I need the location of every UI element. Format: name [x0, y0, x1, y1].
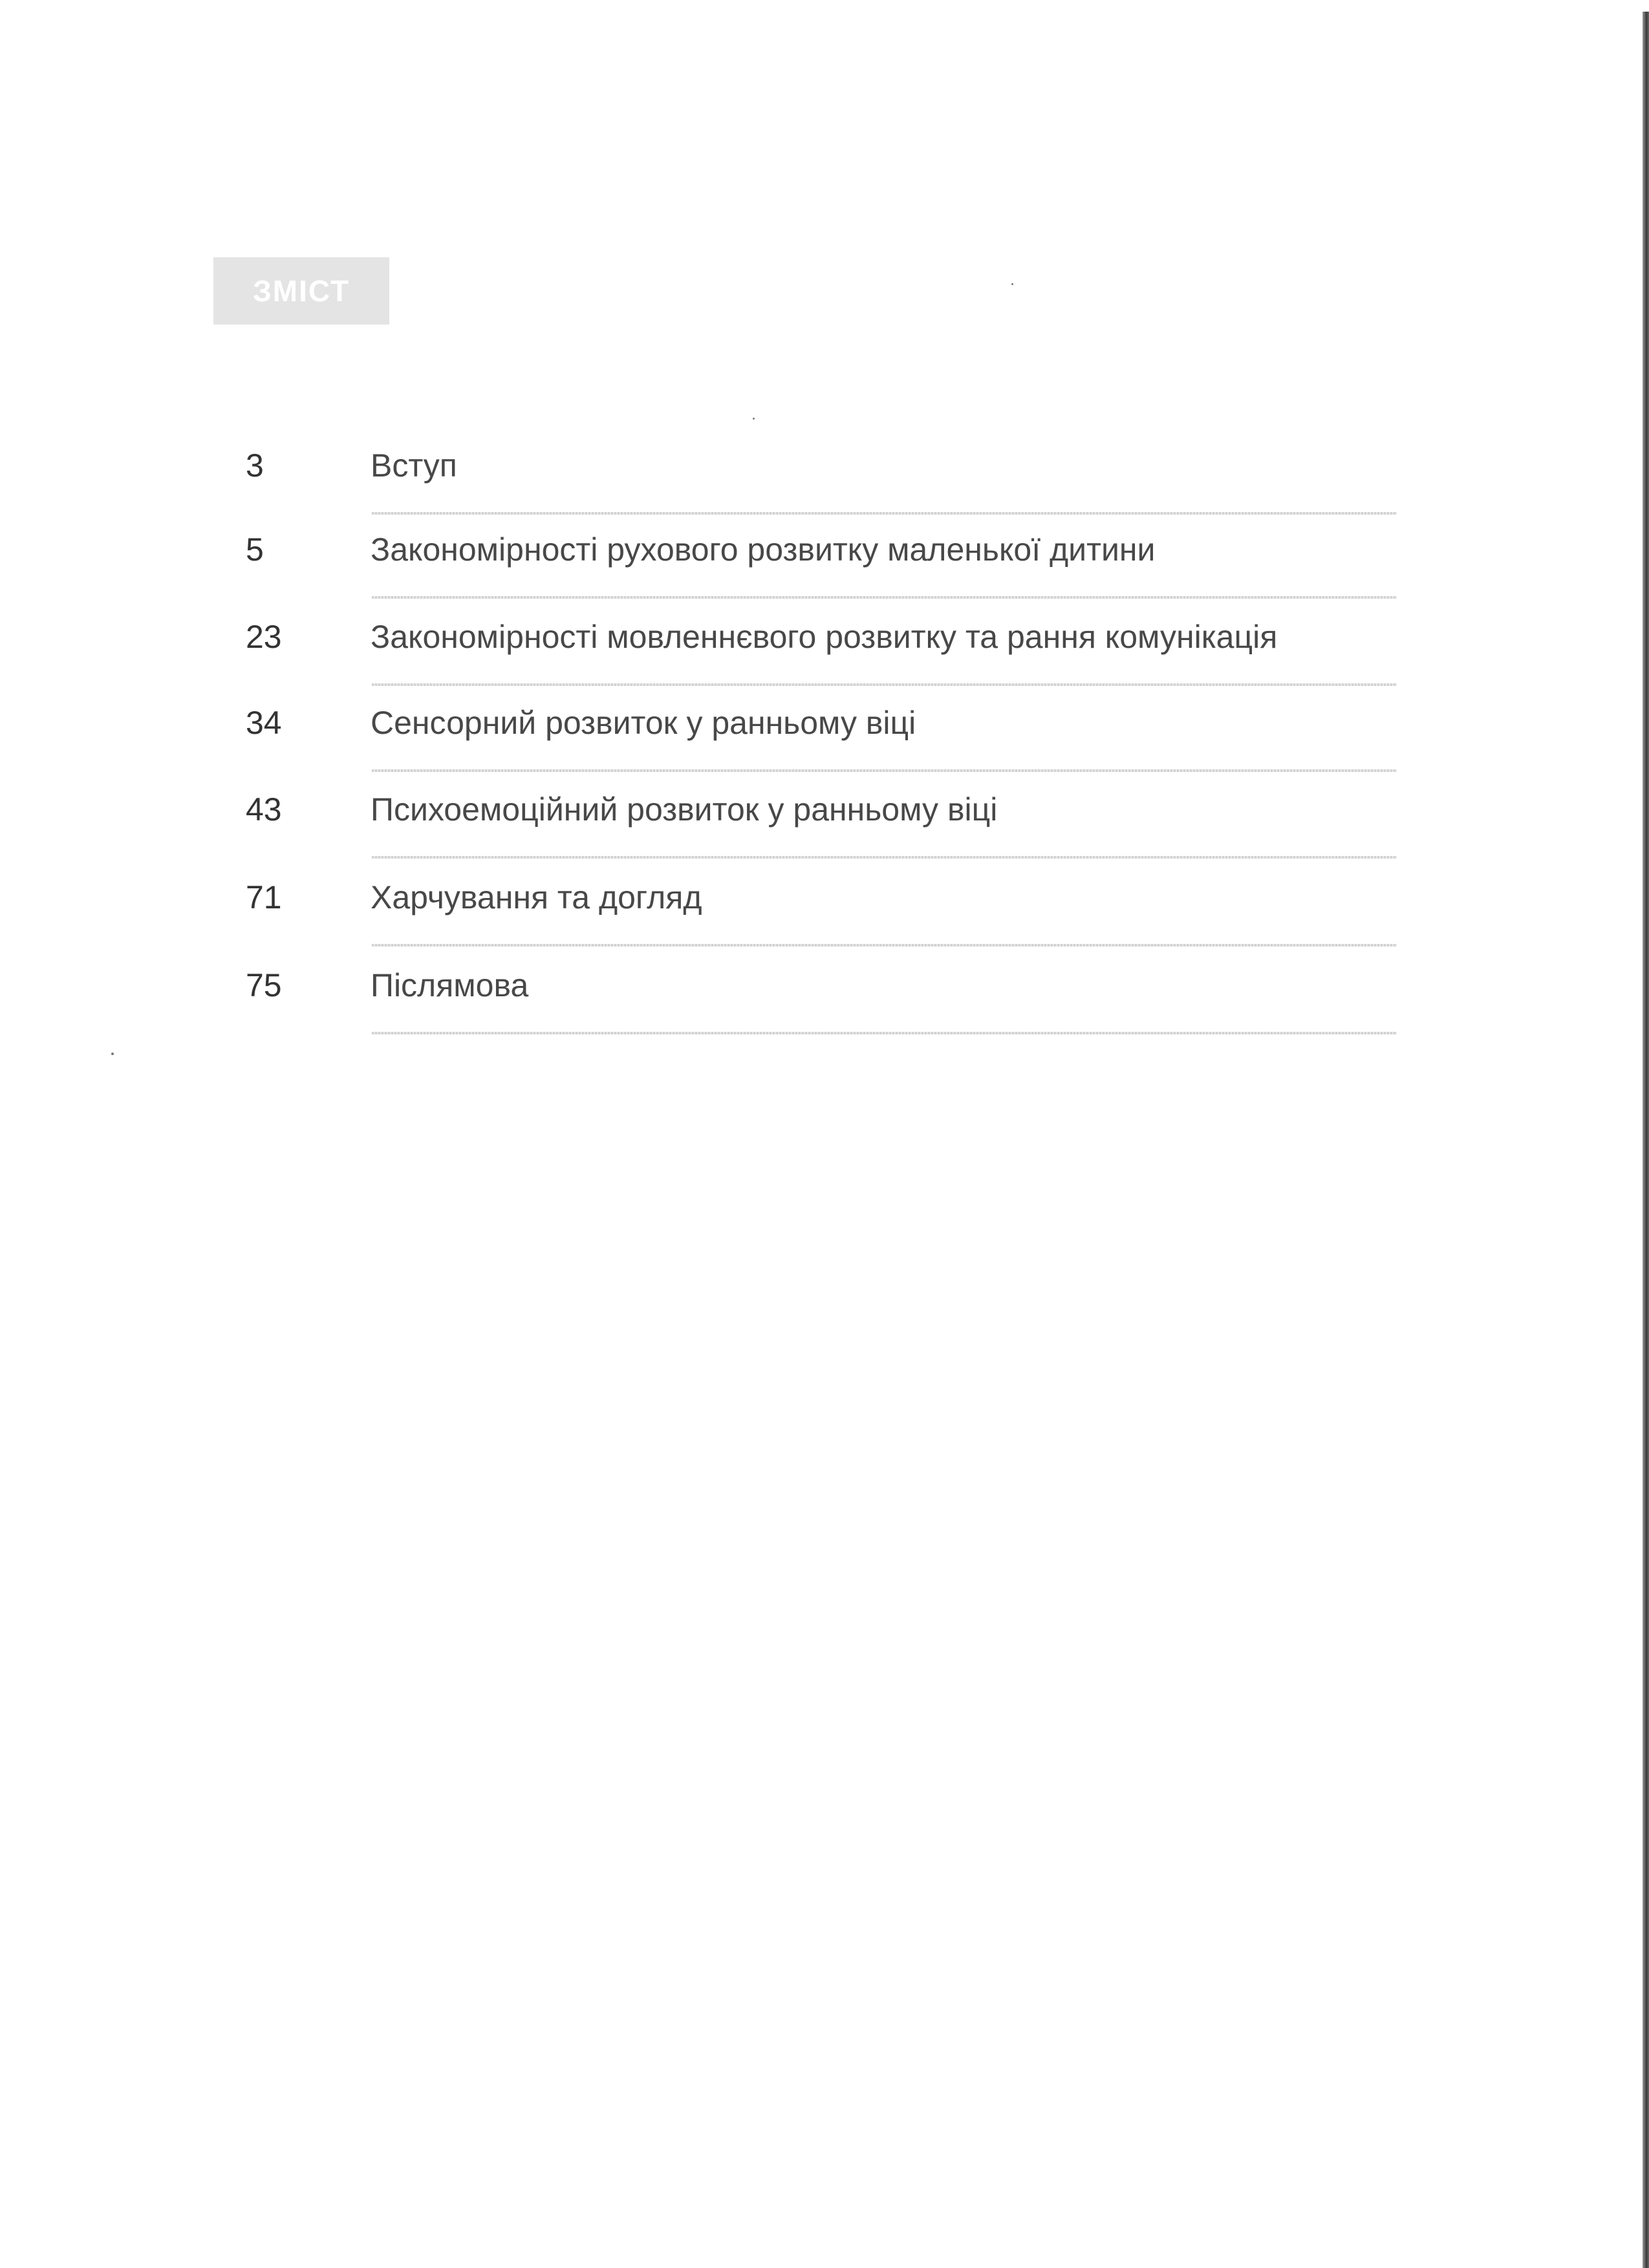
toc-separator: [372, 512, 1397, 515]
toc-page-number: 34: [246, 705, 282, 741]
toc-page-number: 75: [246, 967, 282, 1003]
toc-separator: [372, 683, 1397, 686]
toc-entry[interactable]: [0, 878, 1649, 965]
toc-page-number: 23: [246, 619, 282, 655]
toc-heading: [213, 257, 389, 325]
toc-separator: [372, 1032, 1397, 1034]
toc-separator: [372, 856, 1397, 859]
scan-speck: [1011, 283, 1013, 285]
toc-entry-title[interactable]: Вступ: [371, 447, 457, 484]
toc-entry[interactable]: [0, 617, 1649, 705]
toc-separator: [372, 769, 1397, 772]
toc-entry[interactable]: [0, 790, 1649, 877]
toc-entry[interactable]: [0, 703, 1649, 791]
toc-heading-text: ЗМІСТ: [252, 274, 350, 308]
toc-entry-title[interactable]: Сенсорний розвиток у ранньому віці: [371, 705, 916, 741]
toc-page-number: 5: [246, 531, 264, 568]
toc-entry-title[interactable]: Харчування та догляд: [371, 879, 702, 915]
toc-page-number: 71: [246, 879, 282, 915]
toc-entry-title[interactable]: Психоемоційний розвиток у ранньому віці: [371, 791, 998, 828]
toc-page-number: 3: [246, 447, 264, 484]
toc-entry[interactable]: [0, 530, 1649, 617]
toc-separator: [372, 944, 1397, 947]
toc-page-number: 43: [246, 791, 282, 828]
toc-entry[interactable]: [0, 966, 1649, 1053]
toc-entry-title[interactable]: Закономірності мовленнєвого розвитку та рання комунікація: [371, 619, 1278, 655]
toc-separator: [372, 596, 1397, 599]
scan-speck: [753, 418, 755, 420]
toc-entry-title[interactable]: Закономірності рухового розвитку маленької дитини: [371, 531, 1156, 568]
toc-entry-title[interactable]: Післямова: [371, 967, 529, 1003]
scan-page-edge: [1643, 12, 1649, 2268]
toc-entry[interactable]: [0, 446, 1649, 533]
